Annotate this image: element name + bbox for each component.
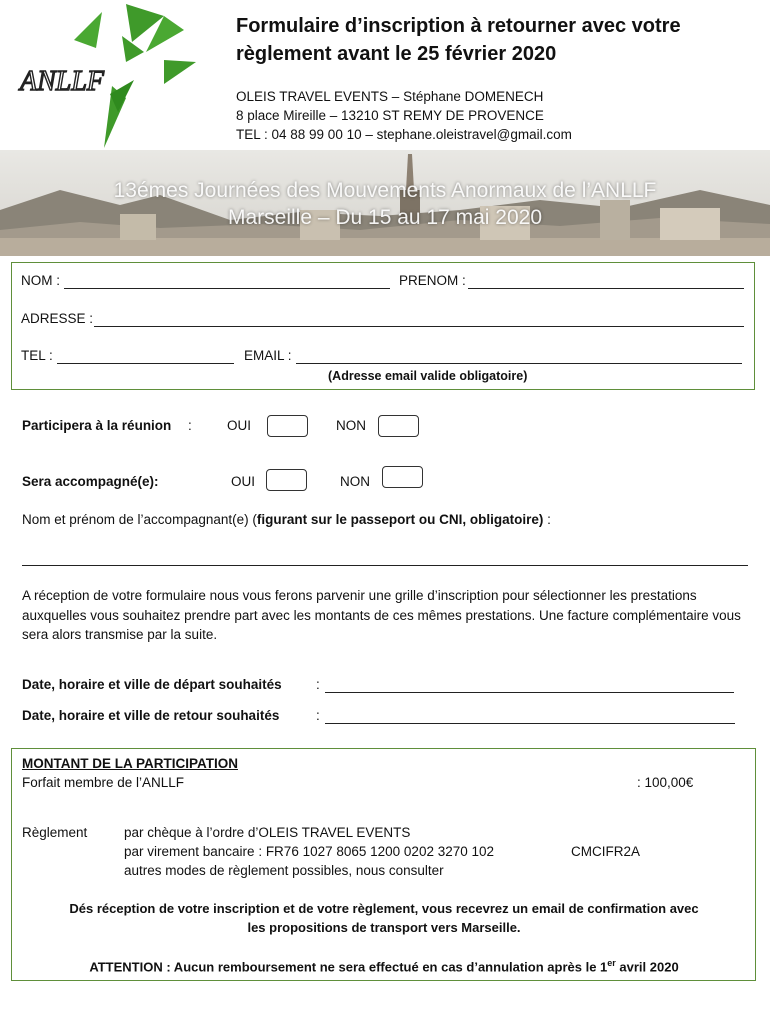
attention-text: ATTENTION : Aucun remboursement ne sera effectué en cas d’annulation après le 1	[89, 959, 608, 975]
attention-notice	[14, 958, 754, 974]
depart-label: Date, horaire et ville de départ souhaités	[22, 677, 282, 692]
tel-label: TEL :	[21, 348, 53, 363]
reunion-label: Participera à la réunion	[22, 418, 172, 433]
contact-block	[236, 87, 572, 144]
nom-field[interactable]	[64, 288, 390, 289]
depart-field[interactable]	[325, 692, 734, 693]
accompagne-non-checkbox[interactable]	[382, 466, 423, 488]
retour-label: Date, horaire et ville de retour souhaités	[22, 708, 280, 723]
contact-address: 8 place Mireille – 13210 ST REMY DE PROVENCE	[236, 108, 544, 123]
reunion-non-label: NON	[336, 418, 366, 433]
anllf-logo	[14, 2, 199, 150]
contact-organizer: OLEIS TRAVEL EVENTS – Stéphane DOMENECH	[236, 89, 544, 104]
retour-field[interactable]	[325, 723, 735, 724]
accompagnant-label-end: :	[543, 512, 551, 527]
forfait-value: : 100,00€	[637, 775, 694, 790]
email-field[interactable]	[296, 363, 742, 364]
form-title	[236, 12, 756, 68]
reunion-oui-checkbox[interactable]	[267, 415, 308, 437]
contact-phone-email: TEL : 04 88 99 00 10 – stephane.oleistravel@gmail.com	[236, 127, 572, 142]
banner-event-dates: Marseille – Du 15 au 17 mai 2020	[227, 206, 542, 229]
attention-sup: er	[607, 958, 616, 968]
reunion-colon: :	[188, 418, 192, 433]
montant-heading: MONTANT DE LA PARTICIPATION	[22, 756, 238, 771]
adresse-field[interactable]	[94, 326, 744, 327]
info-paragraph: A réception de votre formulaire nous vous ferons parvenir une grille d’inscription pour sélectionner les prestations auxquelles vous souhaitez prendre part avec les montants de ces mêmes prestations. Une facture complémentaire vous sera alors transmise par la suite.	[22, 588, 741, 642]
title-line-2: règlement avant le 25 février 2020	[236, 43, 557, 65]
reglement-cheque: par chèque à l’ordre d’OLEIS TRAVEL EVENTS	[124, 825, 411, 840]
accompagne-non-label: NON	[340, 474, 370, 489]
reunion-non-checkbox[interactable]	[378, 415, 419, 437]
reunion-oui-label: OUI	[227, 418, 252, 433]
nom-label: NOM :	[21, 273, 60, 288]
accompagne-label: Sera accompagné(e):	[22, 474, 159, 489]
email-label: EMAIL :	[244, 348, 292, 363]
accompagnant-label-bold: figurant sur le passeport ou CNI, obligatoire)	[256, 512, 544, 527]
reglement-label: Règlement	[22, 825, 88, 840]
prenom-field[interactable]	[468, 288, 744, 289]
title-line-1: Formulaire d’inscription à retourner avec votre	[236, 15, 681, 37]
depart-colon: :	[316, 677, 320, 692]
confirmation-line-1: Dés réception de votre inscription et de votre règlement, vous recevrez un email de confirmation avec	[69, 901, 699, 916]
adresse-label: ADRESSE :	[21, 311, 94, 326]
marseille-banner	[0, 150, 770, 256]
reglement-virement: par virement bancaire : FR76 1027 8065 1200 0202 3270 102	[124, 844, 495, 859]
banner-event-title: 13émes Journées des Mouvements Anormaux de l’ANLLF	[113, 179, 657, 202]
logo-text: ANLLF	[20, 66, 105, 97]
accompagnant-field[interactable]	[22, 565, 748, 566]
accompagne-oui-checkbox[interactable]	[266, 469, 307, 491]
forfait-label: Forfait membre de l’ANLLF	[22, 775, 185, 790]
reglement-autres: autres modes de règlement possibles, nous consulter	[124, 863, 444, 878]
email-note: (Adresse email valide obligatoire)	[328, 369, 528, 383]
retour-colon: :	[316, 708, 320, 723]
attention-date: avril 2020	[615, 959, 679, 975]
accompagnant-label	[22, 512, 551, 527]
reglement-bic: CMCIFR2A	[571, 844, 641, 859]
accompagne-oui-label: OUI	[231, 474, 256, 489]
accompagnant-label-start: Nom et prénom de l’accompagnant(e) (	[22, 512, 257, 527]
tel-field[interactable]	[57, 363, 234, 364]
prenom-label: PRENOM :	[399, 273, 466, 288]
confirmation-line-2: les propositions de transport vers Marseille.	[247, 920, 521, 935]
